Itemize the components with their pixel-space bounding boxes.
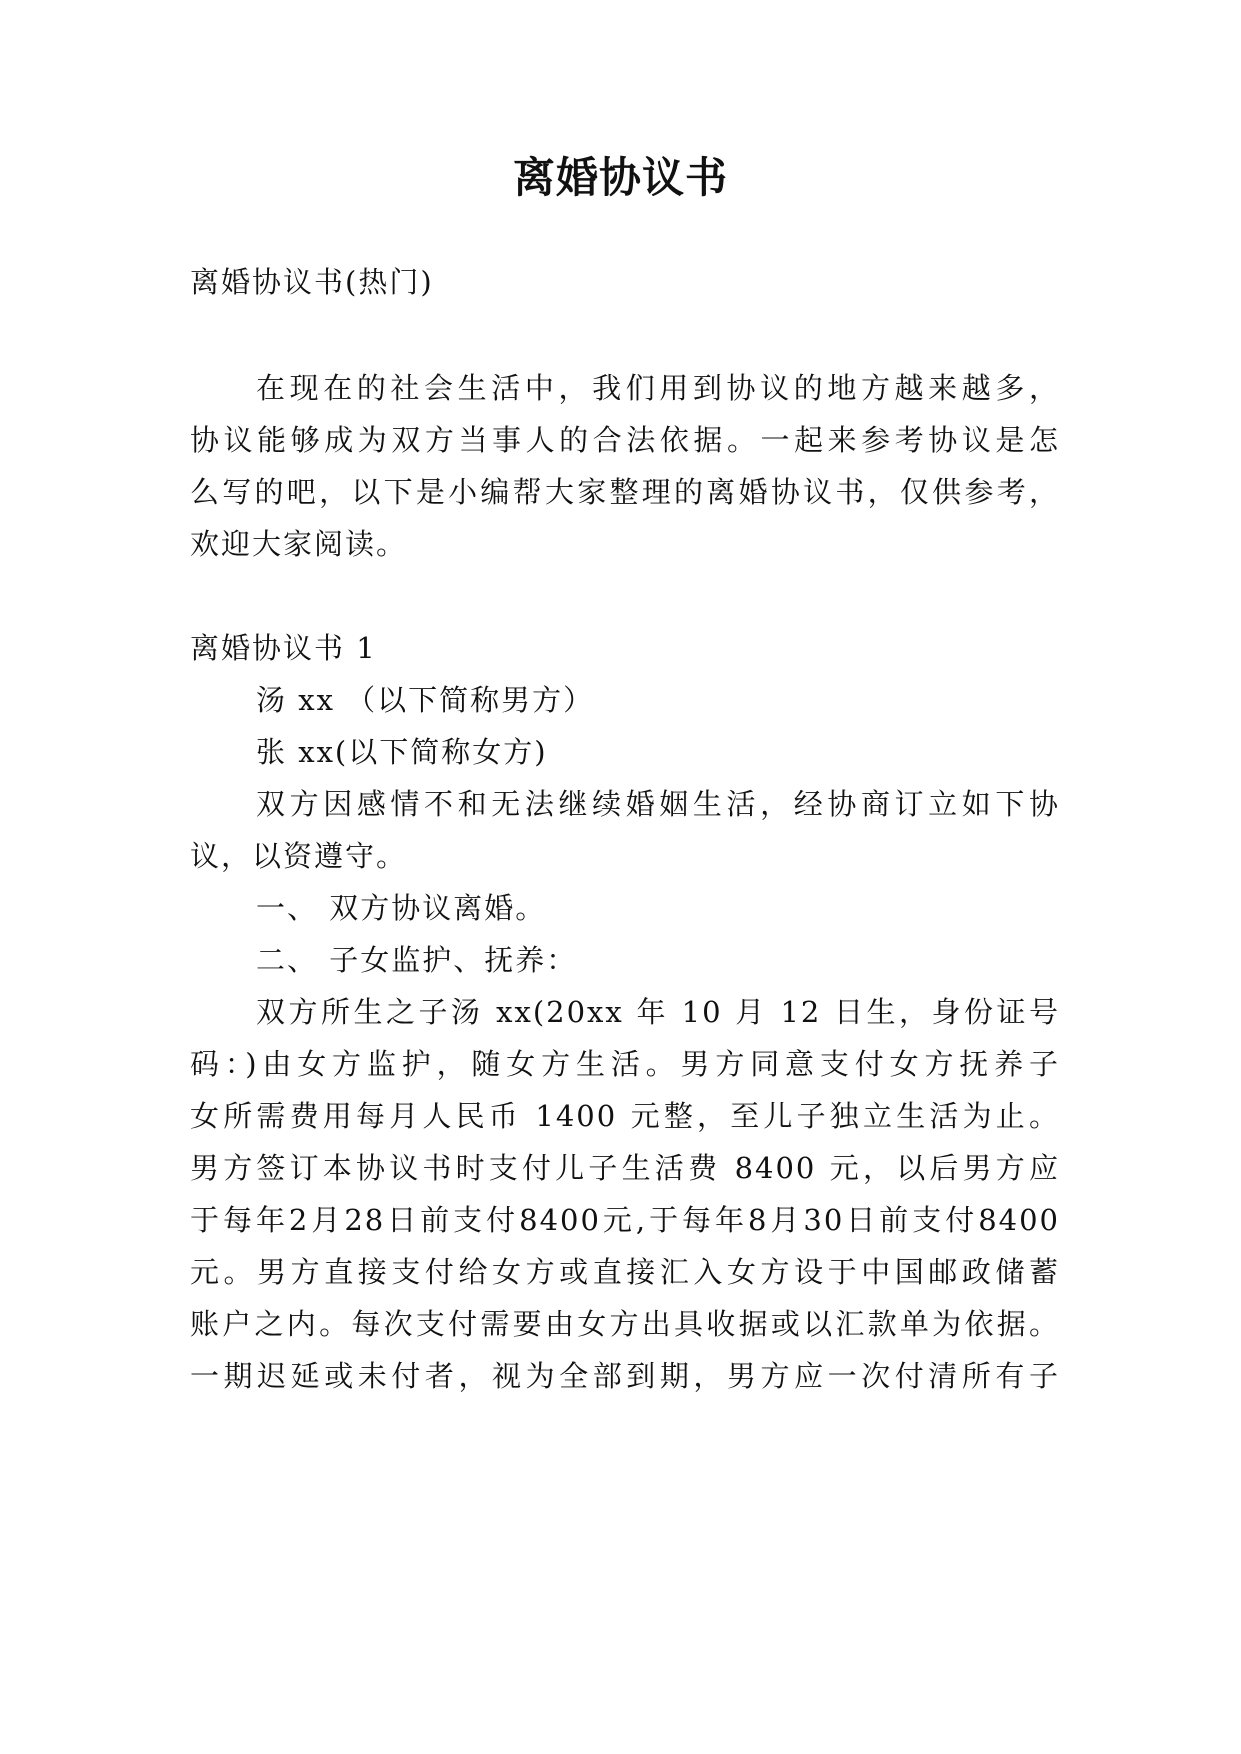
intro-line: 么写的吧，以下是小编帮大家整理的离婚协议书，仅供参考， [190,475,1060,509]
clause-2-line: 女所需费用每月人民币 1400 元整，至儿子独立生活为止。 [190,1099,1060,1133]
preamble-line: 议，以资遵守。 [190,839,408,873]
clause-2-line: 男方签订本协议书时支付儿子生活费 8400 元，以后男方应 [190,1151,1060,1185]
clause-2-line: 一期迟延或未付者，视为全部到期，男方应一次付清所有子 [190,1359,1060,1393]
clause-2-line: 元。男方直接支付给女方或直接汇入女方设于中国邮政储蓄 [190,1255,1060,1289]
clause-2-line: 于每年2月28日前支付8400元,于每年8月30日前支付8400 [190,1203,1060,1237]
clause-1: 一、 双方协议离婚。 [256,891,547,925]
clause-2-line: 账户之内。每次支付需要由女方出具收据或以汇款单为依据。 [190,1307,1060,1341]
document-subtitle: 离婚协议书(热门) [190,265,434,299]
party-female: 张 xx(以下简称女方) [256,735,548,769]
preamble-line: 双方因感情不和无法继续婚姻生活，经协商订立如下协 [256,787,1060,821]
party-male: 汤 xx （以下简称男方） [256,683,595,717]
intro-line: 在现在的社会生活中，我们用到协议的地方越来越多， [256,371,1060,405]
clause-2: 二、 子女监护、抚养： [256,943,578,977]
document-title: 离婚协议书 [512,153,728,202]
section-heading: 离婚协议书 1 [190,631,377,665]
intro-line: 欢迎大家阅读。 [190,527,408,561]
clause-2-line: 双方所生之子汤 xx(20xx 年 10 月 12 日生，身份证号 [256,995,1060,1029]
clause-2-line: 码：)由女方监护，随女方生活。男方同意支付女方抚养子 [190,1047,1060,1081]
intro-line: 协议能够成为双方当事人的合法依据。一起来参考协议是怎 [190,423,1060,457]
